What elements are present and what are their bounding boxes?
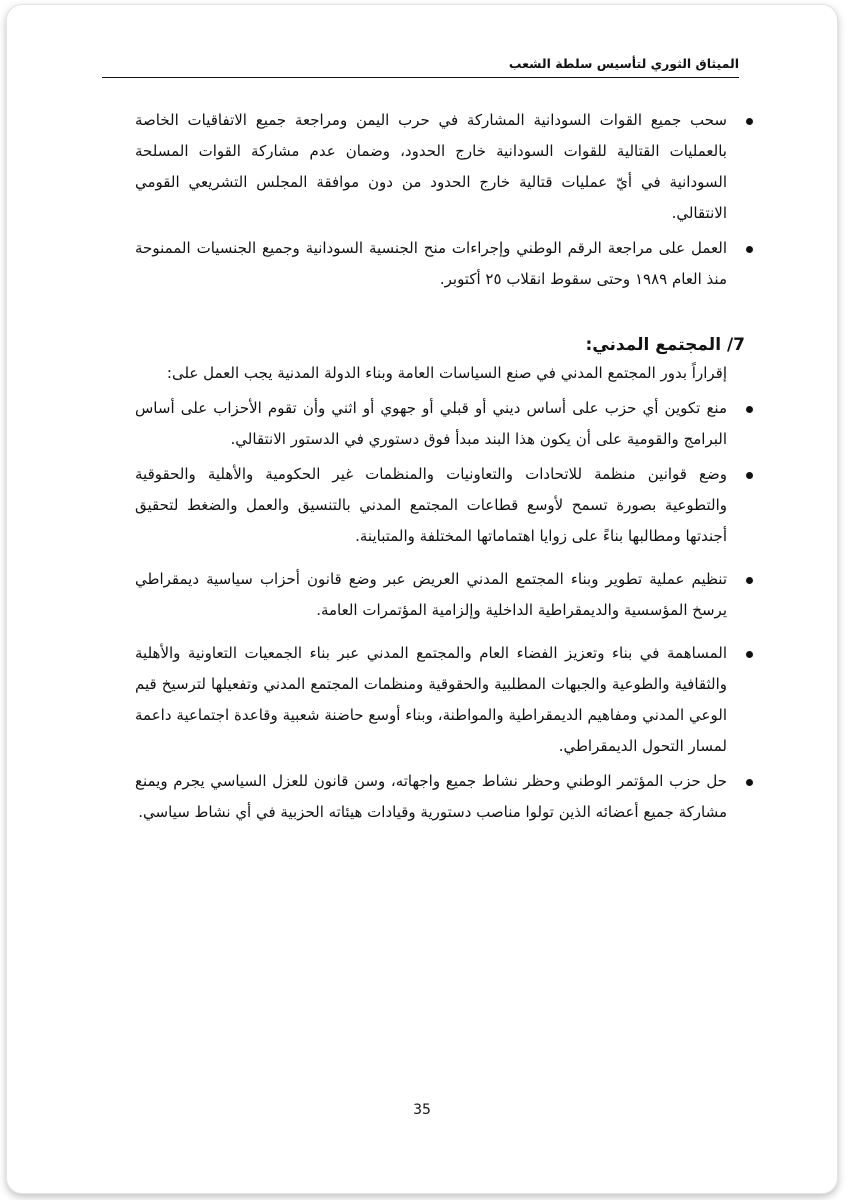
bullet-icon: [746, 779, 753, 786]
bullet-icon: [746, 472, 753, 479]
bullet-text: العمل على مراجعة الرقم الوطني وإجراءات منح الجنسية السودانية وجميع الجنسيات الممنوحة منذ العام ١٩٨٩ وحتى سقوط انقلاب ٢٥ أكتوبر.: [135, 239, 727, 288]
bullet-text: حل حزب المؤتمر الوطني وحظر نشاط جميع واجهاته، وسن قانون للعزل السياسي يجرم ويمنع مشاركة جميع أعضائه الذين تولوا مناصب دستورية وقيادات هيئاته الحزبية في أي نشاط سياسي.: [135, 772, 727, 821]
bullet-text: تنظيم عملية تطوير وبناء المجتمع المدني العريض عبر وضع قانون أحزاب سياسية ديمقراطي يرسخ المؤسسية والديمقراطية الداخلية وإلزامية المؤتمرات العامة.: [135, 570, 727, 619]
list-item: [135, 564, 727, 626]
section-intro: إقراراً بدور المجتمع المدني في صنع السياسات العامة وبناء الدولة المدنية يجب العمل على:: [166, 364, 727, 382]
list-item: [135, 105, 727, 229]
bullet-icon: [746, 577, 753, 584]
list-item: [135, 766, 727, 828]
section-title: 7/ المجتمع المدني:: [585, 335, 745, 355]
list-item: [135, 459, 727, 552]
bullet-icon: [746, 406, 753, 413]
bullet-icon: [746, 118, 753, 125]
list-item: [135, 393, 727, 455]
bullet-icon: [746, 246, 753, 253]
page-number: 35: [413, 1102, 431, 1118]
list-item: [135, 638, 727, 762]
section-bullet-list: [135, 393, 727, 828]
page-content: [135, 105, 745, 828]
bullet-text: سحب جميع القوات السودانية المشاركة في حرب اليمن ومراجعة جميع الاتفاقيات الخاصة بالعمليات القتالية للقوات السودانية خارج الحدود، وضمان عدم مشاركة القوات المسلحة السودانية في أيّ عمليات قتالية خارج الحدود من دون موافقة المجلس التشريعي القومي الانتقالي.: [135, 111, 727, 222]
bullet-text: منع تكوين أي حزب على أساس ديني أو قبلي أو جهوي أو اثني وأن تقوم الأحزاب على أساس البرامج والقومية على أن يكون هذا البند مبدأ فوق دستوري في الدستور الانتقالي.: [135, 399, 727, 448]
page-header: [102, 53, 739, 78]
bullet-icon: [746, 651, 753, 658]
list-item: [135, 233, 727, 295]
bullet-text: وضع قوانين منظمة للاتحادات والتعاونيات والمنظمات غير الحكومية والأهلية والحقوقية والتطوعية بصورة تسمح لأوسع قطاعات المجتمع المدني بالتنسيق والعمل والضغط لتحقيق أجندتها ومطالبها بناءً على زوايا اهتماماتها المختلفة والمتباينة.: [135, 465, 727, 545]
document-page: [6, 4, 838, 1194]
top-bullet-list: [135, 105, 727, 295]
header-title: الميثاق الثوري لتأسيس سلطة الشعب: [508, 56, 739, 71]
bullet-text: المساهمة في بناء وتعزيز الفضاء العام والمجتمع المدني عبر بناء الجمعيات التعاونية والأهلية والثقافية والطوعية والجبهات المطلبية والحقوقية ومنظمات المجتمع المدني وتفعيلها لترسيخ قيم الوعي المدني ومفاهيم الديمقراطية والمواطنة، وبناء أوسع حاضنة شعبية وقاعدة اجتماعية داعمة لمسار التحول الديمقراطي.: [135, 644, 727, 755]
